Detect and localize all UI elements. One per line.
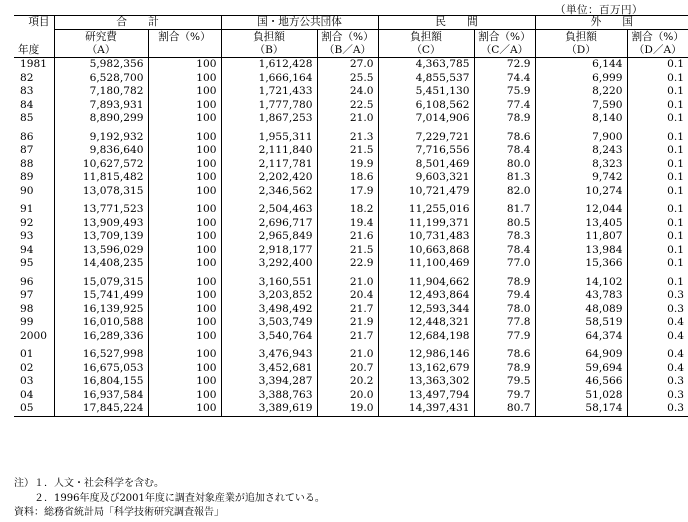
fiscal-year-cell: 90 — [20, 184, 34, 197]
government-ratio-cell: 20.0 — [317, 389, 378, 403]
total-ratio-cell: 100 — [148, 171, 221, 185]
foreign-burden-cell: 43,783 — [535, 289, 627, 303]
private-burden-cell: 6,108,562 — [378, 99, 474, 113]
government-burden-cell: 3,203,852 — [221, 289, 317, 303]
government-ratio-cell: 18.6 — [317, 171, 378, 185]
private-ratio-cell: 78.6 — [474, 126, 535, 145]
total-ratio-cell: 100 — [148, 316, 221, 330]
government-ratio-cell: 22.5 — [317, 99, 378, 113]
government-ratio-cell: 21.5 — [317, 244, 378, 258]
government-ratio-cell: 19.0 — [317, 402, 378, 416]
private-burden-cell: 7,229,721 — [378, 126, 474, 145]
total-research-cost-cell: 8,890,299 — [54, 112, 148, 126]
table-row — [14, 271, 688, 290]
table-row — [14, 171, 688, 185]
government-burden-cell: 1,777,780 — [221, 99, 317, 113]
total-ratio-cell: 100 — [148, 158, 221, 172]
total-ratio-cell: 100 — [148, 303, 221, 317]
total-ratio-cell: 100 — [148, 257, 221, 271]
source-note: 資料：総務省統計局「科学技術研究調査報告」 — [14, 507, 224, 518]
fiscal-year-cell: 1981 — [20, 58, 47, 70]
total-research-cost-cell: 13,078,315 — [54, 185, 148, 199]
group-header-government: 国・地方公共団体 — [221, 16, 378, 30]
subheader-ratio: 割合（%） — [474, 30, 535, 45]
private-ratio-cell: 79.4 — [474, 289, 535, 303]
table-row — [14, 330, 688, 344]
government-burden-cell: 2,696,717 — [221, 217, 317, 231]
private-ratio-cell: 75.9 — [474, 85, 535, 99]
foreign-ratio-cell: 0.1 — [627, 126, 688, 145]
government-ratio-cell: 21.6 — [317, 230, 378, 244]
footnotes — [14, 477, 325, 521]
foreign-burden-cell: 64,374 — [535, 330, 627, 344]
government-ratio-cell: 21.7 — [317, 330, 378, 344]
foreign-burden-cell: 13,984 — [535, 244, 627, 258]
government-ratio-cell: 21.0 — [317, 271, 378, 290]
foreign-ratio-cell: 0.4 — [627, 343, 688, 362]
total-research-cost-cell: 16,010,588 — [54, 316, 148, 330]
government-ratio-cell: 21.5 — [317, 144, 378, 158]
government-burden-cell: 3,476,943 — [221, 343, 317, 362]
subheader-ratio: 割合（%） — [148, 30, 221, 45]
private-ratio-cell: 78.9 — [474, 112, 535, 126]
table-row — [14, 389, 688, 403]
government-burden-cell: 2,965,849 — [221, 230, 317, 244]
government-ratio-cell: 19.9 — [317, 158, 378, 172]
government-burden-cell: 3,394,287 — [221, 375, 317, 389]
foreign-burden-cell: 6,999 — [535, 72, 627, 86]
foreign-ratio-cell: 0.1 — [627, 85, 688, 99]
government-burden-cell: 1,867,253 — [221, 112, 317, 126]
table-row — [14, 257, 688, 271]
government-ratio-cell: 21.0 — [317, 112, 378, 126]
foreign-burden-cell: 58,519 — [535, 316, 627, 330]
government-burden-cell: 3,388,763 — [221, 389, 317, 403]
total-ratio-cell: 100 — [148, 389, 221, 403]
government-burden-cell: 1,955,311 — [221, 126, 317, 145]
fiscal-year-cell: 82 — [20, 71, 34, 84]
government-ratio-cell: 22.9 — [317, 257, 378, 271]
government-burden-cell: 2,202,420 — [221, 171, 317, 185]
private-burden-cell: 4,855,537 — [378, 72, 474, 86]
table-row — [14, 72, 688, 86]
foreign-ratio-cell: 0.1 — [627, 158, 688, 172]
government-ratio-cell: 20.4 — [317, 289, 378, 303]
total-research-cost-cell: 7,893,931 — [54, 99, 148, 113]
government-burden-cell: 1,612,428 — [221, 58, 317, 72]
group-header-private: 民 間 — [378, 16, 535, 30]
table-row — [14, 362, 688, 376]
fiscal-year-cell: 83 — [20, 85, 34, 97]
table-row — [14, 402, 688, 416]
total-research-cost-cell: 7,180,782 — [54, 85, 148, 99]
private-ratio-cell: 78.4 — [474, 244, 535, 258]
private-burden-cell: 12,684,198 — [378, 330, 474, 344]
total-ratio-cell: 100 — [148, 217, 221, 231]
fiscal-year-cell: 05 — [14, 402, 54, 416]
foreign-ratio-cell: 0.3 — [627, 375, 688, 389]
private-ratio-cell: 81.7 — [474, 198, 535, 217]
total-ratio-cell: 100 — [148, 198, 221, 217]
fiscal-year-cell: 04 — [20, 388, 34, 401]
total-research-cost-cell: 5,982,356 — [54, 58, 148, 72]
foreign-burden-cell: 8,140 — [535, 112, 627, 126]
foreign-ratio-cell: 0.4 — [627, 330, 688, 344]
government-ratio-cell: 20.2 — [317, 375, 378, 389]
foreign-ratio-cell: 0.1 — [627, 217, 688, 231]
subheader-code-c: （C） — [378, 44, 474, 58]
foreign-burden-cell: 13,405 — [535, 217, 627, 231]
subheader-code-d-over-a: （D／A） — [627, 44, 688, 58]
fiscal-year-cell: 85 — [20, 112, 34, 124]
fiscal-year-cell: 99 — [20, 316, 34, 328]
foreign-burden-cell: 7,900 — [535, 126, 627, 145]
total-ratio-cell: 100 — [148, 126, 221, 145]
total-ratio-cell: 100 — [148, 230, 221, 244]
private-ratio-cell: 80.5 — [474, 217, 535, 231]
total-ratio-cell: 100 — [148, 144, 221, 158]
fiscal-year-cell: 2000 — [20, 329, 47, 342]
total-ratio-cell: 100 — [148, 72, 221, 86]
table-row — [14, 144, 688, 158]
private-ratio-cell: 80.7 — [474, 402, 535, 416]
fiscal-year-cell: 84 — [20, 98, 34, 111]
private-ratio-cell: 80.0 — [474, 158, 535, 172]
foreign-burden-cell: 15,366 — [535, 257, 627, 271]
total-research-cost-cell: 16,804,155 — [54, 375, 148, 389]
table-row — [14, 343, 688, 362]
private-burden-cell: 12,593,344 — [378, 303, 474, 317]
total-ratio-cell: 100 — [148, 244, 221, 258]
subheader-research-cost: 研究費 — [54, 30, 148, 45]
subheader-code-c-over-a: （C／A） — [474, 44, 535, 58]
private-burden-cell: 10,721,479 — [378, 185, 474, 199]
fiscal-year-cell: 86 — [20, 130, 34, 143]
table-row — [14, 198, 688, 217]
foreign-ratio-cell: 0.1 — [627, 112, 688, 126]
government-ratio-cell: 20.7 — [317, 362, 378, 376]
fiscal-year-cell: 92 — [20, 216, 34, 229]
foreign-burden-cell: 8,243 — [535, 144, 627, 158]
corner-label-item: 項目 — [14, 16, 54, 30]
foreign-burden-cell: 58,174 — [535, 402, 627, 416]
foreign-burden-cell: 51,028 — [535, 389, 627, 403]
foreign-ratio-cell: 0.1 — [627, 230, 688, 244]
fiscal-year-cell: 87 — [20, 144, 34, 156]
foreign-burden-cell: 14,102 — [535, 271, 627, 290]
private-burden-cell: 12,448,321 — [378, 316, 474, 330]
private-burden-cell: 9,603,321 — [378, 171, 474, 185]
fiscal-year-cell: 88 — [20, 157, 34, 170]
private-burden-cell: 4,363,785 — [378, 58, 474, 72]
foreign-ratio-cell: 0.4 — [627, 316, 688, 330]
government-ratio-cell: 21.9 — [317, 316, 378, 330]
subheader-code-b-over-a: （B／A） — [317, 44, 378, 58]
table-row — [14, 185, 688, 199]
subheader-code-a: （A） — [54, 44, 148, 58]
total-ratio-cell: 100 — [148, 271, 221, 290]
private-ratio-cell: 78.3 — [474, 230, 535, 244]
foreign-ratio-cell: 0.3 — [627, 389, 688, 403]
total-ratio-cell: 100 — [148, 362, 221, 376]
foreign-ratio-cell: 0.1 — [627, 271, 688, 290]
foreign-ratio-cell: 0.1 — [627, 257, 688, 271]
private-burden-cell: 5,451,130 — [378, 85, 474, 99]
foreign-ratio-cell: 0.1 — [627, 198, 688, 217]
total-ratio-cell: 100 — [148, 402, 221, 416]
foreign-ratio-cell: 0.1 — [627, 99, 688, 113]
table-row — [14, 316, 688, 330]
private-ratio-cell: 78.9 — [474, 271, 535, 290]
total-research-cost-cell: 16,937,584 — [54, 389, 148, 403]
subheader-burden: 負担額 — [535, 30, 627, 45]
table-row — [14, 217, 688, 231]
foreign-ratio-cell: 0.1 — [627, 58, 688, 72]
table-row — [14, 99, 688, 113]
foreign-burden-cell: 9,742 — [535, 171, 627, 185]
foreign-burden-cell: 11,807 — [535, 230, 627, 244]
table-row — [14, 85, 688, 99]
government-burden-cell: 3,503,749 — [221, 316, 317, 330]
table-row — [14, 230, 688, 244]
foreign-ratio-cell: 0.3 — [627, 303, 688, 317]
footnote: 注）１．人文・社会科学を含む。 — [14, 478, 164, 489]
table-row — [14, 244, 688, 258]
private-burden-cell: 11,199,371 — [378, 217, 474, 231]
fiscal-year-cell: 95 — [20, 257, 34, 269]
subheader-ratio: 割合（%） — [317, 30, 378, 45]
private-ratio-cell: 78.4 — [474, 144, 535, 158]
total-ratio-cell: 100 — [148, 343, 221, 362]
corner-label-year: 年度 — [14, 44, 54, 58]
government-ratio-cell: 18.2 — [317, 198, 378, 217]
table-row — [14, 289, 688, 303]
subheader-code-blank — [148, 44, 221, 58]
private-ratio-cell: 82.0 — [474, 185, 535, 199]
government-ratio-cell: 21.7 — [317, 303, 378, 317]
private-burden-cell: 12,493,864 — [378, 289, 474, 303]
government-burden-cell: 3,540,764 — [221, 330, 317, 344]
government-burden-cell: 2,117,781 — [221, 158, 317, 172]
foreign-ratio-cell: 0.3 — [627, 289, 688, 303]
foreign-burden-cell: 7,590 — [535, 99, 627, 113]
total-research-cost-cell: 13,771,523 — [54, 198, 148, 217]
foreign-burden-cell: 8,220 — [535, 85, 627, 99]
private-burden-cell: 13,162,679 — [378, 362, 474, 376]
private-burden-cell: 13,363,302 — [378, 375, 474, 389]
foreign-burden-cell: 6,144 — [535, 58, 627, 72]
total-research-cost-cell: 15,079,315 — [54, 271, 148, 290]
subheader-burden: 負担額 — [378, 30, 474, 45]
private-ratio-cell: 72.9 — [474, 58, 535, 72]
government-burden-cell: 3,452,681 — [221, 362, 317, 376]
private-burden-cell: 14,397,431 — [378, 402, 474, 416]
total-research-cost-cell: 16,527,998 — [54, 343, 148, 362]
private-burden-cell: 12,986,146 — [378, 343, 474, 362]
private-burden-cell: 13,497,794 — [378, 389, 474, 403]
private-ratio-cell: 77.8 — [474, 316, 535, 330]
total-research-cost-cell: 13,596,029 — [54, 244, 148, 258]
total-ratio-cell: 100 — [148, 185, 221, 199]
private-ratio-cell: 77.0 — [474, 257, 535, 271]
government-ratio-cell: 24.0 — [317, 85, 378, 99]
total-research-cost-cell: 6,528,700 — [54, 72, 148, 86]
unit-label: （単位：百万円） — [555, 4, 643, 16]
group-header-foreign: 外 国 — [535, 16, 688, 30]
total-research-cost-cell: 10,627,572 — [54, 158, 148, 172]
private-burden-cell: 10,663,868 — [378, 244, 474, 258]
private-ratio-cell: 79.7 — [474, 389, 535, 403]
table-row — [14, 158, 688, 172]
government-ratio-cell: 25.5 — [317, 72, 378, 86]
foreign-ratio-cell: 0.1 — [627, 144, 688, 158]
total-ratio-cell: 100 — [148, 112, 221, 126]
table-row — [14, 112, 688, 126]
foreign-ratio-cell: 0.3 — [627, 402, 688, 416]
total-research-cost-cell: 16,289,336 — [54, 330, 148, 344]
government-ratio-cell: 19.4 — [317, 217, 378, 231]
total-research-cost-cell: 11,815,482 — [54, 171, 148, 185]
table-row — [14, 375, 688, 389]
foreign-ratio-cell: 0.1 — [627, 185, 688, 199]
government-burden-cell: 1,666,164 — [221, 72, 317, 86]
table-row — [14, 126, 688, 145]
foreign-ratio-cell: 0.1 — [627, 72, 688, 86]
private-ratio-cell: 79.5 — [474, 375, 535, 389]
foreign-burden-cell: 59,694 — [535, 362, 627, 376]
government-burden-cell: 3,160,551 — [221, 271, 317, 290]
footnote: ２．1996年度及び2001年度に調査対象産業が追加されている。 — [14, 492, 325, 504]
foreign-burden-cell: 10,274 — [535, 185, 627, 199]
private-burden-cell: 11,255,016 — [378, 198, 474, 217]
private-burden-cell: 11,100,469 — [378, 257, 474, 271]
government-ratio-cell: 21.3 — [317, 126, 378, 145]
private-burden-cell: 11,904,662 — [378, 271, 474, 290]
government-burden-cell: 3,389,619 — [221, 402, 317, 416]
private-ratio-cell: 78.6 — [474, 343, 535, 362]
private-ratio-cell: 77.9 — [474, 330, 535, 344]
subheader-code-b: （B） — [221, 44, 317, 58]
fiscal-year-cell: 02 — [20, 361, 34, 374]
total-ratio-cell: 100 — [148, 99, 221, 113]
total-research-cost-cell: 16,675,053 — [54, 362, 148, 376]
private-burden-cell: 8,501,469 — [378, 158, 474, 172]
foreign-burden-cell: 48,089 — [535, 303, 627, 317]
total-research-cost-cell: 14,408,235 — [54, 257, 148, 271]
total-research-cost-cell: 16,139,925 — [54, 303, 148, 317]
table-body — [14, 58, 688, 417]
subheader-ratio: 割合（%） — [627, 30, 688, 45]
table-row — [14, 58, 688, 72]
corner-spacer — [14, 30, 54, 45]
foreign-burden-cell: 12,044 — [535, 198, 627, 217]
fiscal-year-cell: 96 — [20, 275, 34, 288]
total-ratio-cell: 100 — [148, 330, 221, 344]
private-ratio-cell: 74.4 — [474, 72, 535, 86]
table-row — [14, 303, 688, 317]
fiscal-year-cell: 94 — [20, 243, 34, 256]
total-ratio-cell: 100 — [148, 85, 221, 99]
subheader-code-d: （D） — [535, 44, 627, 58]
fiscal-year-cell: 91 — [20, 203, 34, 215]
government-burden-cell: 3,292,400 — [221, 257, 317, 271]
foreign-ratio-cell: 0.4 — [627, 362, 688, 376]
government-burden-cell: 1,721,433 — [221, 85, 317, 99]
total-ratio-cell: 100 — [148, 289, 221, 303]
total-ratio-cell: 100 — [148, 375, 221, 389]
private-ratio-cell: 77.4 — [474, 99, 535, 113]
fiscal-year-cell: 01 — [20, 348, 34, 360]
fiscal-year-cell: 93 — [20, 230, 34, 242]
total-ratio-cell: 100 — [148, 58, 221, 72]
government-ratio-cell: 21.0 — [317, 343, 378, 362]
foreign-ratio-cell: 0.1 — [627, 171, 688, 185]
fiscal-year-cell: 97 — [20, 289, 34, 301]
total-research-cost-cell: 13,909,493 — [54, 217, 148, 231]
government-ratio-cell: 27.0 — [317, 58, 378, 72]
government-burden-cell: 2,504,463 — [221, 198, 317, 217]
government-burden-cell: 3,498,492 — [221, 303, 317, 317]
fiscal-year-cell: 03 — [20, 375, 34, 387]
private-ratio-cell: 81.3 — [474, 171, 535, 185]
subheader-burden: 負担額 — [221, 30, 317, 45]
government-burden-cell: 2,111,840 — [221, 144, 317, 158]
fiscal-year-cell: 89 — [20, 171, 34, 183]
total-research-cost-cell: 13,709,139 — [54, 230, 148, 244]
private-burden-cell: 7,014,906 — [378, 112, 474, 126]
government-burden-cell: 2,918,177 — [221, 244, 317, 258]
private-burden-cell: 10,731,483 — [378, 230, 474, 244]
private-ratio-cell: 78.0 — [474, 303, 535, 317]
foreign-burden-cell: 8,323 — [535, 158, 627, 172]
private-burden-cell: 7,716,556 — [378, 144, 474, 158]
foreign-burden-cell: 64,909 — [535, 343, 627, 362]
foreign-burden-cell: 46,566 — [535, 375, 627, 389]
group-header-total: 合 計 — [54, 16, 221, 30]
government-ratio-cell: 17.9 — [317, 185, 378, 199]
fiscal-year-cell: 98 — [20, 302, 34, 315]
total-research-cost-cell: 15,741,499 — [54, 289, 148, 303]
total-research-cost-cell: 9,836,640 — [54, 144, 148, 158]
foreign-ratio-cell: 0.1 — [627, 244, 688, 258]
government-burden-cell: 2,346,562 — [221, 185, 317, 199]
total-research-cost-cell: 17,845,224 — [54, 402, 148, 416]
total-research-cost-cell: 9,192,932 — [54, 126, 148, 145]
private-ratio-cell: 78.9 — [474, 362, 535, 376]
rd-expenditure-table — [14, 15, 688, 417]
